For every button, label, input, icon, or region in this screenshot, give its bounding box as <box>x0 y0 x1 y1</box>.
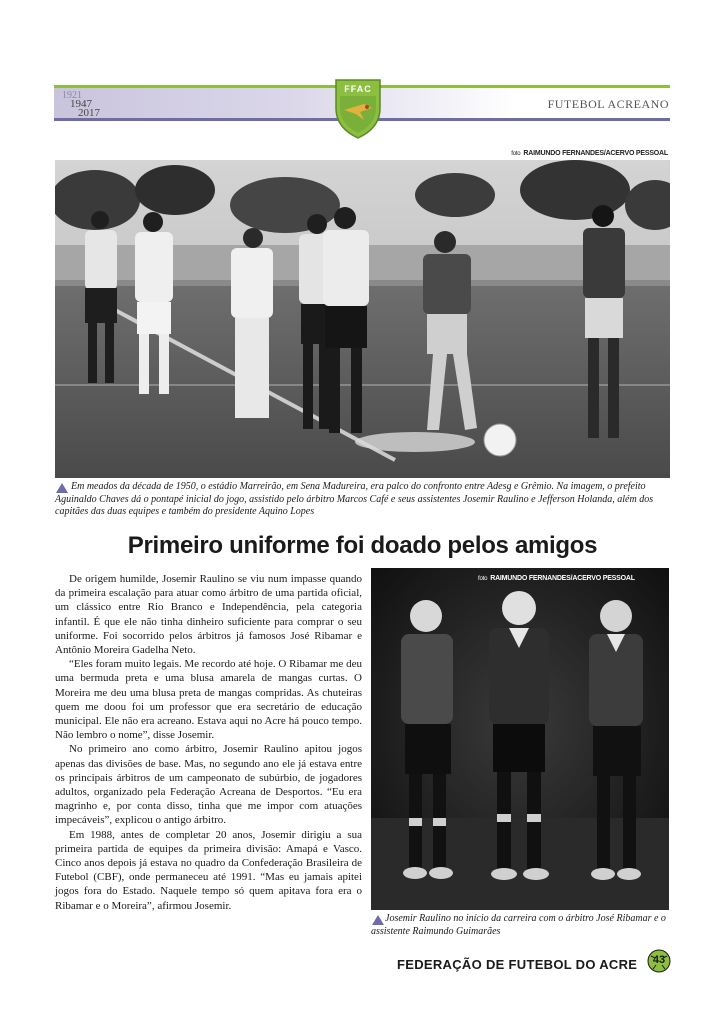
credit-prefix: foto <box>511 151 521 157</box>
caption-side-photo: Josemir Raulino no início da carreira com o árbitro José Ribamar e o assistente Raimundo Guimarães <box>371 913 666 937</box>
credit-text: RAIMUNDO FERNANDES/ACERVO PESSOAL <box>490 575 635 582</box>
article-body <box>55 572 362 913</box>
page-number: 43 <box>652 954 666 966</box>
year-founded: 1921 <box>62 90 82 101</box>
year-current: 2017 <box>78 107 100 119</box>
ffac-crest-logo <box>334 78 382 140</box>
article-paragraph: “Eles foram muito legais. Me recordo até hoje. O Ribamar me deu uma bermuda preta e uma blusa amarela de mangas curtas. O Moreira me deu uma blusa preta de mangas compridas. As chuteiras quem me doou foi um professor que era secretário de educação municipal. Ele não era acreano. Estava aqui no Acre há pouco tempo. Não lembro o nome”, disse Josemir. <box>55 658 362 742</box>
caption-top-photo: Em meados da década de 1950, o estádio Marreirão, em Sena Madureira, era palco do confronto entre Adesg e Grêmio. Na imagem, o prefeito Aguinaldo Chaves dá o pontapé inicial do jogo, assistido pelo árbitro Marcos Café e seus assistentes Josemir Raulino e Jefferson Holanda, além dos capitães das duas equipes e também do presidente Aquino Lopes <box>55 481 654 517</box>
photo-credit-side <box>478 575 635 582</box>
article-paragraph: Em 1988, antes de completar 20 anos, Josemir dirigiu a sua primeira partida de equipes da primeira divisão: Amapá e Vasco. Cinco anos depois já estava no quadro da Confederação Brasileira de Futebol (CBF), onde permaneceu até 1991. “Mas eu jamais apitei jogos fora do Estado. Naquele tempo só quem apitava fora era o Ribamar e o Moreira”, afirmou Josemir. <box>55 828 362 912</box>
article-headline: Primeiro uniforme foi doado pelos amigos <box>127 532 598 559</box>
referees-photo <box>371 568 669 910</box>
year-federation: 1947 <box>70 98 92 110</box>
credit-prefix: foto <box>478 576 488 582</box>
section-label: FUTEBOL ACREANO <box>547 97 669 111</box>
article-paragraph: No primeiro ano como árbitro, Josemir Raulino apitou jogos apenas das divisões de base. Mas, no segundo ano ele já estava entre os principais árbitros de um campeonato de subúrbio, de jogadores adultos, organizado pela Federação Acreana de Desportos. “Eu era magrinho e, por conta disso, tinha que me impor com atuações impecáveis”, explicou o antigo árbitro. <box>55 743 362 827</box>
article-paragraph: De origem humilde, Josemir Raulino se viu num impasse quando da primeira escalação para atuar como árbitro de uma partida oficial, um clássico entre Rio Branco e Independência, pela categoria infantil. É que ele não tinha dinheiro suficiente para comprar o seu uniforme. Foi socorrido pelos árbitros já famosos José Ribamar e Antônio Moreira Gadelha Neto. <box>55 573 362 657</box>
crest-lettering: FFAC <box>344 84 372 94</box>
photo-credit-top <box>511 150 668 157</box>
anniversary-years <box>62 90 122 120</box>
match-kickoff-photo <box>55 160 670 478</box>
credit-text: RAIMUNDO FERNANDES/ACERVO PESSOAL <box>523 150 668 157</box>
footer-organization: FEDERAÇÃO DE FUTEBOL DO ACRE <box>397 957 638 972</box>
